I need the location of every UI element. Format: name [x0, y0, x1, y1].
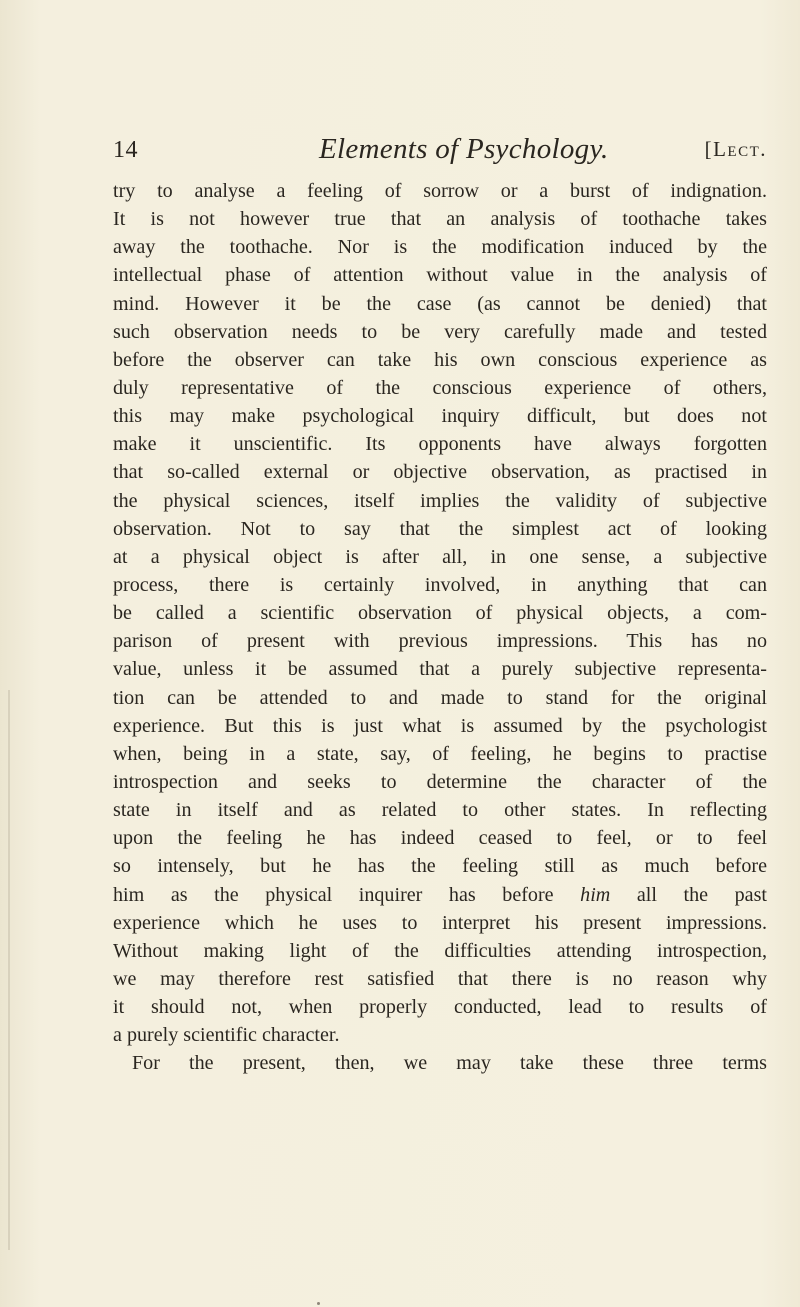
text-line: so intensely, but he has the feeling still as much before: [113, 855, 767, 878]
text-line: be called a scientific observation of physical objects, a com-: [113, 602, 767, 625]
text-segment: all the past: [636, 883, 767, 906]
text-line: the physical sciences, itself implies the validity of subjective: [113, 489, 767, 512]
text-line: when, being in a state, say, of feeling, he begins to practise: [113, 742, 767, 765]
text-line: make it unscientific. Its opponents have always forgotten: [113, 433, 767, 456]
text-line: duly representative of the conscious experience of others,: [113, 376, 767, 399]
text-line: state in itself and as related to other states. In reflecting: [113, 799, 767, 822]
text-line: that so-called external or objective observation, as practised in: [113, 461, 767, 484]
text-line: we may therefore rest satisfied that there is no reason why: [113, 967, 767, 990]
body-text: [113, 177, 767, 1078]
text-line: a purely scientific character.: [113, 1024, 340, 1047]
text-line: mind. However it be the case (as cannot be denied) that: [113, 292, 767, 315]
text-line: value, unless it be assumed that a purely subjective representa-: [113, 658, 767, 681]
paper-speck: [317, 1302, 320, 1305]
italic-word: him: [580, 883, 611, 906]
text-line: observation. Not to say that the simplest act of looking: [113, 517, 767, 540]
text-line: process, there is certainly involved, in anything that can: [113, 573, 767, 596]
text-line: such observation needs to be very carefully made and tested: [113, 320, 767, 343]
text-line: away the toothache. Nor is the modification induced by the: [113, 236, 767, 259]
running-title: Elements of Psychology.: [319, 133, 609, 165]
section-marker: [Lect.: [704, 137, 767, 161]
page-number: 14: [113, 137, 138, 163]
page-gutter-shadow: [8, 690, 10, 1250]
text-line: before the observer can take his own conscious experience as: [113, 348, 767, 371]
text-line: this may make psychological inquiry difficult, but does not: [113, 405, 767, 428]
text-line: upon the feeling he has indeed ceased to feel, or to feel: [113, 827, 767, 850]
text-line: Without making light of the difficulties attending introspection,: [113, 939, 767, 962]
text-line: experience. But this is just what is assumed by the psychologist: [113, 714, 767, 737]
text-line: try to analyse a feeling of sorrow or a burst of indignation.: [113, 180, 767, 202]
text-line: intellectual phase of attention without value in the analysis of: [113, 264, 767, 287]
text-line: tion can be attended to and made to stand for the original: [113, 686, 767, 709]
text-line: parison of present with previous impressions. This has no: [113, 630, 767, 653]
text-line-paragraph-start: For the present, then, we may take these three terms: [132, 1052, 767, 1075]
text-line: It is not however true that an analysis of toothache takes: [113, 208, 767, 231]
text-segment: him as the physical inquirer has before: [113, 883, 581, 906]
text-line: experience which he uses to interpret his present impressions.: [113, 911, 767, 934]
text-line-with-italic: [113, 881, 767, 909]
running-head: [113, 133, 767, 169]
text-line: at a physical object is after all, in one sense, a subjective: [113, 545, 767, 568]
text-line: introspection and seeks to determine the character of the: [113, 770, 767, 793]
text-line: it should not, when properly conducted, lead to results of: [113, 996, 767, 1019]
